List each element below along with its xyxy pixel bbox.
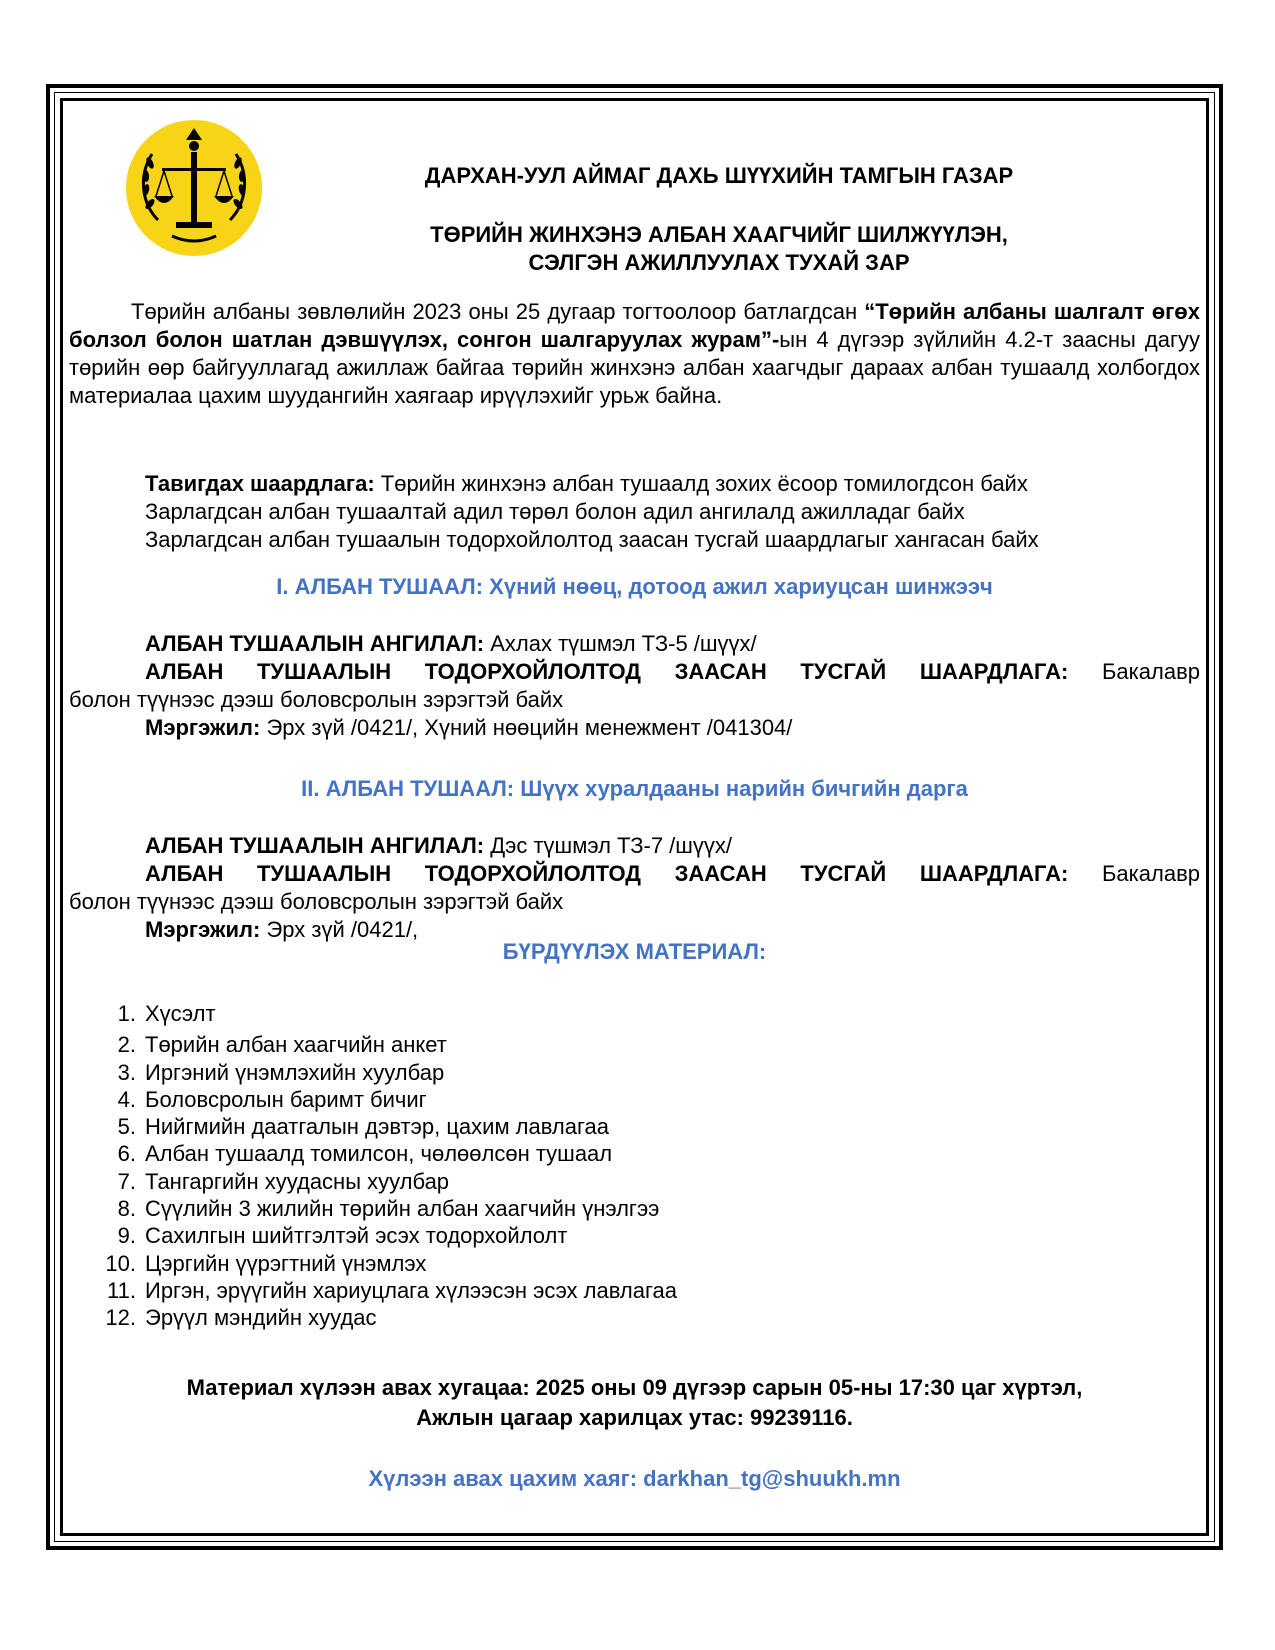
position-2-details (69, 832, 1200, 944)
position-1-class (69, 630, 1200, 658)
profession-label: Мэргэжил: (145, 715, 261, 740)
list-item (101, 1168, 1001, 1195)
list-item (101, 1277, 1001, 1304)
list-item (101, 1304, 1001, 1331)
requirement-line-2: Зарлагдсан албан тушаалтай адил төрөл болон адил ангилалд ажилладаг байх (145, 499, 965, 524)
list-item (101, 1140, 1001, 1167)
list-item (101, 1000, 1001, 1027)
court-scales-emblem-icon (124, 118, 264, 258)
item-text: Тангаргийн хуудасны хуулбар (145, 1168, 450, 1194)
announcement-title (309, 221, 1129, 277)
deadline-text: Материал хүлээн авах хугацаа: 2025 оны 09 дүгээр сарын 05-ны 17:30 цаг хүртэл, (186, 1375, 1083, 1400)
position-2-heading: II. АЛБАН ТУШААЛ: Шүүх хуралдааны нарийн бичгийн дарга (301, 776, 968, 801)
title-line-2: СЭЛГЭН АЖИЛЛУУЛАХ ТУХАЙ ЗАР (528, 250, 910, 275)
deadline-block (69, 1373, 1200, 1433)
position-1-special-req-cont: болон түүнээс дээш боловсролын зэрэгтэй байх (69, 687, 564, 712)
list-item (101, 1031, 1001, 1058)
item-text: Төрийн албан хаагчийн анкет (145, 1032, 447, 1058)
phone-text: Ажлын цагаар харилцах утас: 99239116. (416, 1405, 853, 1430)
position-2-class (69, 832, 1200, 860)
item-number: 11. (107, 1277, 136, 1303)
item-text: Нийгмийн даатгалын дэвтэр, цахим лавлагаа (145, 1114, 610, 1140)
profession-label: Мэргэжил: (145, 917, 261, 942)
class-value: Ахлах түшмэл ТЗ-5 /шүүх/ (484, 631, 757, 656)
special-req-value: Бакалавр (1068, 861, 1200, 886)
contact-email: Хүлээн авах цахим хаяг: darkhan_tg@shuukh.mn (368, 1466, 901, 1491)
requirement-line-1 (145, 470, 1200, 498)
item-text: Иргэний үнэмлэхийн хуулбар (145, 1059, 445, 1085)
intro-text-2: ын 4 дүгээр зүйлийн 4.2-т заасны дагуу төрийн өөр байгууллагад ажиллаж байгаа төрийн жинхэнэ албан хаагчдыг дараах албан тушаалд холбогдох материалаа цахим шуудангийн хаягаар ирүүлэхийг урьж байна. (69, 327, 1200, 408)
special-req-value: Бакалавр (1068, 659, 1200, 684)
item-number: 5. (117, 1114, 136, 1140)
item-text: Хүсэлт (145, 1001, 216, 1026)
position-1-details (69, 630, 1200, 742)
list-item (101, 1222, 1001, 1249)
list-item (101, 1195, 1001, 1222)
item-number: 7. (117, 1168, 136, 1194)
requirement-line-3: Зарлагдсан албан тушаалын тодорхойлолтод заасан тусгай шаардлагыг хангасан байх (145, 527, 1039, 552)
position-2-special-req (69, 860, 1200, 888)
item-number: 3. (117, 1059, 136, 1085)
item-number: 4. (117, 1086, 136, 1112)
position-1-profession (69, 714, 1200, 742)
title-line-1: ТӨРИЙН ЖИНХЭНЭ АЛБАН ХААГЧИЙГ ШИЛЖҮҮЛЭН, (430, 222, 1008, 247)
item-text: Сүүлийн 3 жилийн төрийн албан хаагчийн үнэлгээ (145, 1196, 660, 1222)
intro-text-1: Төрийн албаны зөвлөлийн 2023 оны 25 дугаар тогтоолоор батлагдсан (131, 299, 865, 324)
item-number: 1. (117, 1001, 136, 1026)
special-req-label: АЛБАН ТУШААЛЫН ТОДОРХОЙЛОЛТОД ЗААСАН ТУСГАЙ ШААРДЛАГА: (145, 659, 1069, 684)
list-item (101, 1250, 1001, 1277)
class-value: Дэс түшмэл ТЗ-7 /шүүх/ (484, 833, 733, 858)
item-text: Иргэн, эрүүгийн хариуцлага хүлээсэн эсэх лавлагаа (145, 1277, 677, 1303)
organization-name: ДАРХАН-УУЛ АЙМАГ ДАХЬ ШҮҮХИЙН ТАМГЫН ГАЗАР (424, 163, 1014, 188)
requirement-text-1: Төрийн жинхэнэ албан тушаалд зохих ёсоор томилогдсон байх (374, 471, 1028, 496)
item-number: 6. (117, 1141, 136, 1167)
materials-list (101, 1000, 1001, 1332)
list-item (101, 1059, 1001, 1086)
item-text: Цэргийн үүрэгтний үнэмлэх (145, 1250, 427, 1276)
position-2-special-req-cont: болон түүнээс дээш боловсролын зэрэгтэй байх (69, 889, 564, 914)
item-text: Эрүүл мэндийн хуудас (145, 1305, 377, 1331)
special-req-label: АЛБАН ТУШААЛЫН ТОДОРХОЙЛОЛТОД ЗААСАН ТУСГАЙ ШААРДЛАГА: (145, 861, 1069, 886)
class-label: АЛБАН ТУШААЛЫН АНГИЛАЛ: (145, 833, 485, 858)
item-text: Боловсролын баримт бичиг (145, 1086, 427, 1112)
class-label: АЛБАН ТУШААЛЫН АНГИЛАЛ: (145, 631, 485, 656)
intro-paragraph (69, 298, 1200, 410)
item-number: 8. (117, 1196, 136, 1222)
list-item (101, 1113, 1001, 1140)
position-1-heading: I. АЛБАН ТУШААЛ: Хүний нөөц, дотоод ажил хариуцсан шинжээч (276, 574, 993, 599)
position-1-special-req (69, 658, 1200, 686)
intro-bold-text: “Төрийн албаны шалгалт өгөх болзол болон шатлан дэвшүүлэх, сонгон шалгаруулах журам”- (69, 299, 1200, 352)
requirements-label: Тавигдах шаардлага: (145, 471, 375, 496)
item-number: 9. (117, 1223, 136, 1249)
materials-heading: БҮРДҮҮЛЭХ МАТЕРИАЛ: (502, 939, 767, 964)
item-number: 12. (105, 1305, 136, 1331)
profession-value: Эрх зүй /0421/, (260, 917, 419, 942)
item-number: 10. (105, 1250, 136, 1276)
list-item (101, 1086, 1001, 1113)
requirements-section (145, 470, 1200, 554)
item-text: Сахилгын шийтгэлтэй эсэх тодорхойлолт (145, 1223, 568, 1249)
item-number: 2. (117, 1032, 136, 1058)
item-text: Албан тушаалд томилсон, чөлөөлсөн тушаал (145, 1141, 613, 1167)
profession-value: Эрх зүй /0421/, Хүний нөөцийн менежмент /041304/ (260, 715, 793, 740)
